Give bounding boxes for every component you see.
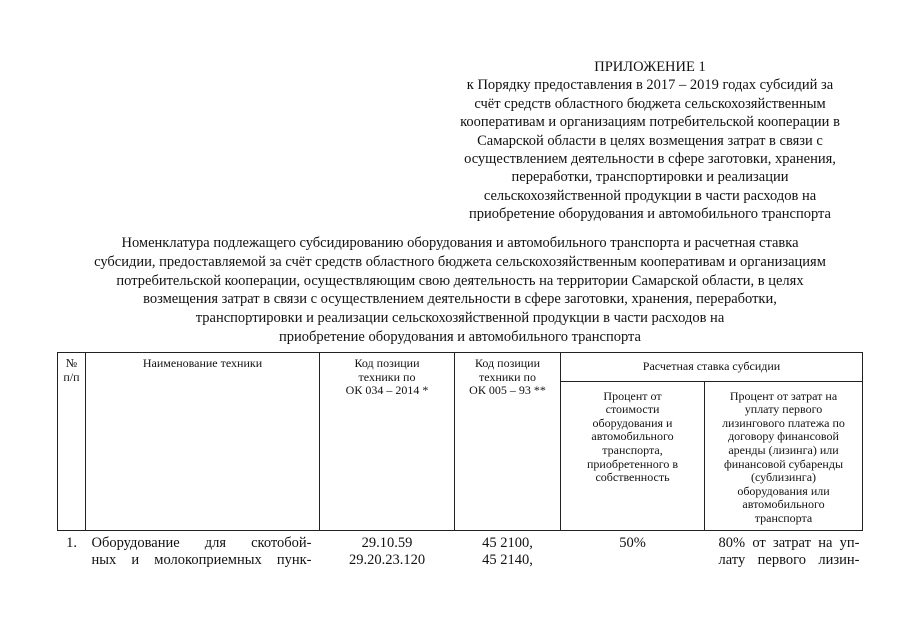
header-name: Наименование техники — [86, 353, 320, 531]
row-code-ok005: 45 2100, 45 2140, — [482, 534, 533, 568]
appendix-line: осуществлением деятельности в сфере заготовки, хранения, — [464, 151, 836, 168]
title-line: транспортировки и реализации сельскохозяйственной продукции в части расходов на — [195, 310, 725, 327]
subsidy-table — [57, 352, 863, 569]
table-row — [58, 530, 863, 569]
appendix-title: ПРИЛОЖЕНИЕ 1 — [594, 59, 706, 75]
header-code-ok005: Код позиции техники по ОК 005 – 93 ** — [455, 353, 561, 531]
appendix-line: к Порядку предоставления в 2017 – 2019 годах субсидий за — [466, 77, 834, 94]
title-line: субсидии, предоставляемой за счёт средств областного бюджета сельскохозяйственным кооперативам и организациям — [94, 253, 826, 270]
header-rate-leasing: Процент от затрат на уплату первого лизингового платежа по договору финансовой аренды (лизинга) или финансовой субаренды (сублизинга) оборудования или автомобильного транспорта — [705, 381, 863, 530]
row-code-ok034: 29.10.59 29.20.23.120 — [348, 534, 426, 568]
title-line: приобретение оборудования и автомобильного транспорта — [279, 328, 641, 345]
header-number: № п/п — [58, 353, 86, 531]
header-code-ok034: Код позиции техники по ОК 034 – 2014 * — [320, 353, 455, 531]
row-rate-leasing: 80% от затрат на уп- лату первого лизин- — [718, 534, 860, 568]
appendix-line: приобретение оборудования и автомобильного транспорта — [469, 206, 831, 223]
appendix-line: сельскохозяйственной продукции в части расходов на — [483, 187, 817, 204]
row-rate-purchase: 50% — [619, 534, 646, 551]
row-name: Оборудование для скотобой- ных и молокоприемных пунк- — [91, 534, 312, 568]
title-line: возмещения затрат в связи с осуществлением деятельности в сфере заготовки, хранения, переработки, — [143, 291, 777, 308]
header-rate-group: Расчетная ставка субсидии — [561, 353, 863, 382]
appendix-line: кооперативам и организациям потребительской кооперации в — [460, 114, 840, 131]
appendix-heading-block — [440, 58, 860, 224]
title-line: Номенклатура подлежащего субсидированию оборудования и автомобильного транспорта и расчетная ставка — [121, 235, 799, 251]
document-title — [60, 234, 860, 347]
appendix-line: переработки, транспортировки и реализации — [511, 169, 789, 186]
title-line: потребительской кооперации, осуществляющим свою деятельность на территории Самарской области, в целях — [116, 272, 804, 289]
row-number: 1. — [66, 534, 77, 551]
appendix-line: Самарской области в целях возмещения затрат в связи с — [477, 132, 823, 149]
header-rate-purchase: Процент от стоимости оборудования и автомобильного транспорта, приобретенного в собственность — [561, 381, 705, 530]
appendix-line: счёт средств областного бюджета сельскохозяйственным — [474, 95, 826, 112]
